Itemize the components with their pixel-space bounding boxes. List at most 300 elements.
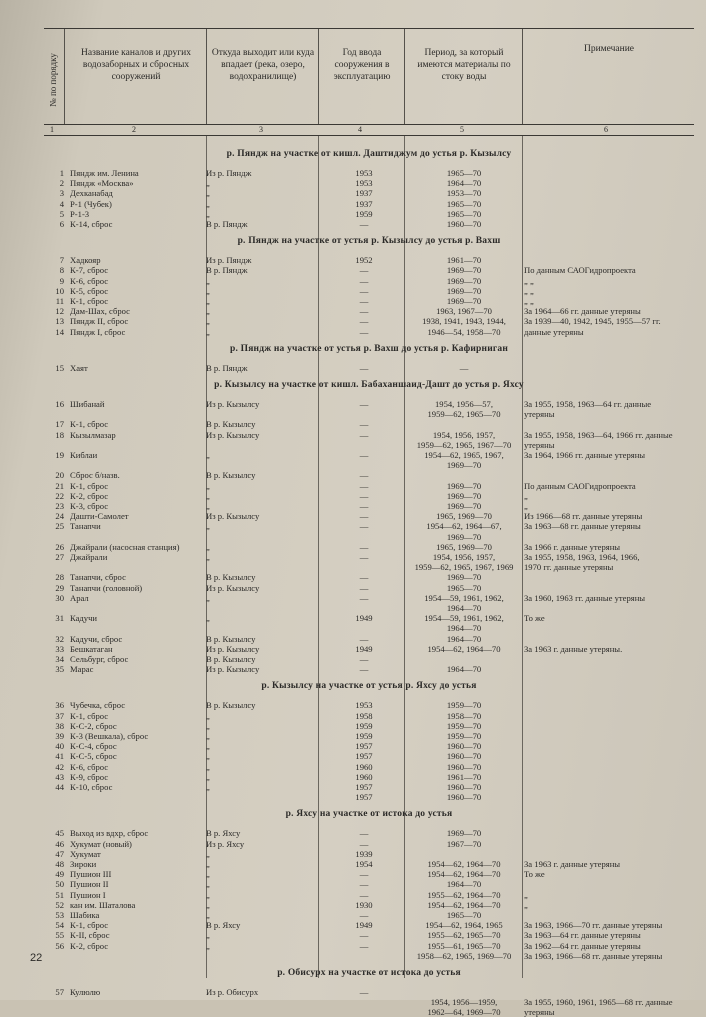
row-number: 38: [55, 720, 64, 731]
table-row: [44, 762, 694, 772]
structure-name: Выход из вдхр, сброс: [70, 828, 149, 839]
structure-name: Зироки: [70, 859, 97, 869]
row-number: 10: [55, 285, 64, 296]
table-row: [44, 286, 694, 296]
structure-name: Хукумат: [70, 848, 101, 859]
section-heading: р. Пяндж на участке от устья р. Вахш до устья р. Кафирниган: [229, 343, 509, 354]
year-commissioned: 1957: [355, 751, 373, 762]
data-period: 1954—62, 1964—67,: [426, 521, 502, 532]
row-number: 45: [55, 828, 64, 839]
section-heading: р. Пяндж на участке от кишл. Даштиджум до устья р. Кызылсу: [226, 149, 512, 159]
structure-name: Хаят: [70, 362, 88, 373]
data-period: 1965, 1969—70: [436, 511, 492, 522]
year-commissioned: —: [359, 501, 369, 511]
header-col-source: [206, 29, 319, 124]
note: Из 1966—68 гг. данные утеряны: [524, 511, 643, 522]
table-row: [44, 721, 694, 731]
table-body: [44, 136, 694, 1017]
table-row: [44, 316, 694, 326]
year-commissioned: —: [359, 219, 369, 229]
note: За 1964—66 гг. данные утеряны: [524, 306, 641, 317]
table-row: [44, 511, 694, 521]
source-river: Из р. Пяндж: [206, 168, 252, 178]
source-river: „: [206, 741, 210, 752]
source-river: „: [206, 450, 210, 460]
data-period: 1959—70: [446, 720, 482, 731]
source-river: „: [206, 316, 210, 327]
source-river: „: [206, 326, 210, 337]
table-row: [44, 188, 694, 198]
source-river: „: [206, 899, 210, 910]
structure-name: К-14, сброс: [70, 219, 113, 229]
data-period: 1960—70: [446, 751, 482, 762]
data-period: 1954—62, 1964—70: [427, 869, 501, 880]
note: утеряны: [524, 439, 555, 450]
year-commissioned: 1953: [355, 178, 373, 189]
source-river: В р. Пяндж: [206, 219, 248, 229]
year-commissioned: —: [359, 419, 369, 430]
row-number: 55: [55, 930, 64, 941]
table-row: [44, 363, 694, 373]
source-river: „: [206, 751, 210, 762]
note: За 1963 г. данные утеряны: [524, 859, 621, 869]
year-commissioned: 1958: [355, 710, 373, 721]
table-row: [44, 941, 694, 951]
section-heading: р. Пяндж на участке от устья р. Кызылсу до устья р. Вахш: [237, 236, 501, 247]
source-river: В р. Кызылсу: [206, 633, 256, 644]
structure-name: Пяндж II, сброс: [70, 316, 129, 327]
data-period: 1954—59, 1961, 1962,: [424, 613, 504, 624]
section-heading: р. Обисурх на участке от истока до устья: [277, 968, 461, 978]
structure-name: Пяндж I, сброс: [70, 326, 126, 337]
structure-name: К-6, сброс: [70, 275, 109, 286]
structure-name: Джайрали: [70, 552, 108, 562]
row-number: 29: [55, 582, 64, 593]
data-period: 1969—70: [446, 265, 482, 276]
source-river: Из р. Кызылсу: [206, 643, 260, 654]
structure-name: Арал: [70, 592, 89, 603]
data-period: 1946—54, 1958—70: [427, 326, 501, 337]
source-river: Из р. Пяндж: [206, 255, 252, 266]
note: За 1955, 1960, 1961, 1965—68 гг. данные: [524, 997, 673, 1008]
year-commissioned: —: [359, 541, 369, 552]
table-header: [44, 28, 694, 125]
row-number: 11: [55, 296, 64, 306]
data-period: 1969—70: [446, 285, 482, 296]
row-number: 9: [59, 275, 64, 286]
year-commissioned: —: [359, 275, 369, 286]
source-river: „: [206, 930, 210, 941]
year-commissioned: —: [359, 910, 369, 920]
structure-name: К-3, сброс: [70, 501, 109, 511]
data-period: 1969—70: [446, 296, 482, 306]
data-period: 1959—62, 1965—70: [427, 409, 501, 420]
source-river: „: [206, 501, 210, 511]
data-period: 1954—62, 1964—70: [427, 643, 501, 654]
data-period: 1960—70: [446, 741, 482, 752]
data-period: 1958—70: [446, 710, 482, 721]
year-commissioned: 1953: [355, 700, 373, 711]
year-commissioned: —: [359, 511, 369, 522]
row-number: 20: [55, 470, 64, 481]
data-period: 1958—62, 1965, 1969—70: [416, 950, 512, 961]
row-number: 54: [55, 920, 64, 931]
table-row: [44, 859, 694, 869]
row-number: 57: [55, 987, 64, 997]
row-number: 49: [55, 869, 64, 880]
note: По данным САОГидропроекта: [524, 265, 636, 276]
header-number-label: № по порядку: [48, 53, 58, 107]
source-river: Из р. Кызылсу: [206, 511, 260, 522]
structure-name: Шибанай: [70, 399, 105, 409]
structure-name: К-1, сброс: [70, 296, 109, 306]
data-period: 1969—70: [446, 460, 482, 471]
structure-name: Р-1-3: [70, 208, 90, 219]
note: „: [524, 889, 528, 900]
structure-name: К-1, сброс: [70, 419, 109, 430]
note: То же: [524, 869, 545, 880]
row-number: 56: [55, 940, 64, 951]
source-river: „: [206, 285, 210, 296]
row-number: 40: [55, 741, 64, 752]
note: данные утеряны: [524, 326, 584, 337]
source-river: „: [206, 541, 210, 552]
row-number: 4: [59, 198, 64, 209]
row-number: 51: [55, 889, 64, 900]
table-row: [44, 997, 694, 1007]
year-commissioned: 1930: [355, 899, 373, 910]
note: За 1955, 1958, 1963, 1964, 1966,: [524, 552, 640, 562]
table-row: [44, 664, 694, 674]
table-row: [44, 900, 694, 910]
data-period: 1954—62, 1964, 1965: [425, 920, 503, 931]
row-number: 27: [55, 552, 64, 562]
source-river: „: [206, 782, 210, 792]
table-row: [44, 296, 694, 306]
table-row: [44, 532, 694, 542]
row-number: 25: [55, 521, 64, 532]
structure-name: К-5, сброс: [70, 285, 109, 296]
source-river: „: [206, 771, 210, 782]
year-commissioned: 1957: [355, 741, 373, 752]
note: утеряны: [524, 409, 555, 420]
data-period: 1969—70: [446, 501, 482, 511]
year-commissioned: 1960: [355, 771, 373, 782]
data-period: 1969—70: [446, 275, 482, 286]
structure-name: К-С-5, сброс: [70, 751, 117, 762]
header-col-year: [318, 29, 405, 124]
data-period: 1954—62, 1964—70: [427, 899, 501, 910]
year-commissioned: —: [359, 470, 369, 481]
column-number: 4: [358, 125, 362, 134]
table-row: [44, 951, 694, 961]
source-river: Из р. Яхсу: [206, 838, 245, 849]
table-row: [44, 327, 694, 337]
data-period: 1965—70: [446, 208, 482, 219]
row-number: 13: [55, 316, 64, 327]
table-row: [44, 199, 694, 209]
year-commissioned: —: [359, 879, 369, 890]
table-row: [44, 583, 694, 593]
table-row: [44, 839, 694, 849]
row-number: 53: [55, 910, 64, 920]
data-period: 1965, 1969—70: [436, 541, 492, 552]
table-row: [44, 772, 694, 782]
section-heading: р. Яхсу на участке от истока до устья: [285, 809, 453, 820]
data-period: 1938, 1941, 1943, 1944,: [422, 316, 506, 327]
note: За 1966 г. данные утеряны: [524, 541, 621, 552]
source-river: Из р. Обисурх: [206, 987, 259, 997]
data-period: 1962—64, 1969—70: [427, 1007, 501, 1017]
table-row: [44, 178, 694, 188]
table-row: [44, 654, 694, 664]
table-row: [44, 910, 694, 920]
structure-name: К-2, сброс: [70, 490, 109, 501]
structure-name: Джайрали (насосная станция): [70, 541, 180, 552]
year-commissioned: —: [359, 552, 369, 562]
table-row: [44, 419, 694, 429]
row-number: 44: [55, 782, 64, 792]
note: За 1955, 1958, 1963—64, 1966 гг. данные: [524, 429, 673, 440]
source-river: Из р. Кызылсу: [206, 429, 260, 440]
section-heading: р. Кызылсу на участке от устья р. Яхсу до устья: [261, 681, 477, 692]
table-row: [44, 731, 694, 741]
source-river: „: [206, 710, 210, 721]
row-number: 34: [55, 654, 64, 664]
table-row: [44, 491, 694, 501]
year-commissioned: 1960: [355, 761, 373, 772]
year-commissioned: 1959: [355, 731, 373, 741]
year-commissioned: —: [359, 326, 369, 337]
structure-name: Хадкояр: [70, 255, 101, 266]
row-number: 23: [55, 501, 64, 511]
structure-name: К-1, сброс: [70, 710, 109, 721]
table-row: [44, 782, 694, 792]
note: 1970 гг. данные утеряны: [524, 562, 614, 573]
source-river: „: [206, 275, 210, 286]
structure-name: К-1, сброс: [70, 480, 109, 491]
structure-name: Хукумат (новый): [70, 838, 132, 849]
table-row: [44, 644, 694, 654]
data-period: 1955—61, 1965—70: [427, 940, 501, 951]
structure-name: Пушион II: [70, 879, 109, 890]
data-period: 1960—70: [446, 782, 482, 792]
source-river: „: [206, 613, 210, 624]
source-river: В р. Пяндж: [206, 265, 248, 276]
note: „ „: [524, 296, 534, 306]
table-row: [44, 440, 694, 450]
source-river: „: [206, 208, 210, 219]
row-number: 8: [59, 265, 64, 276]
year-commissioned: —: [359, 940, 369, 951]
column-number: 1: [50, 125, 54, 134]
row-number: 52: [55, 899, 64, 910]
row-number: 1: [59, 168, 64, 178]
source-river: Из р. Кызылсу: [206, 399, 260, 409]
table-row: [44, 593, 694, 603]
source-river: „: [206, 761, 210, 772]
table-row: [44, 623, 694, 633]
table-row: [44, 572, 694, 582]
note: „ „: [524, 285, 534, 296]
row-number: 47: [55, 848, 64, 859]
data-period: 1959—70: [446, 700, 482, 711]
table-row: [44, 987, 694, 997]
year-commissioned: —: [359, 362, 369, 373]
column-number: 2: [132, 125, 136, 134]
structure-name: Дашти-Самолет: [70, 511, 129, 522]
note: За 1964, 1966 гг. данные утеряны: [524, 450, 646, 460]
data-period: —: [459, 362, 469, 373]
row-number: 37: [55, 710, 64, 721]
table-row: [44, 890, 694, 900]
column-number-row: [44, 125, 694, 136]
structure-name: Кызылмазар: [70, 429, 116, 440]
source-river: „: [206, 296, 210, 306]
year-commissioned: 1953: [355, 168, 373, 178]
year-commissioned: —: [359, 450, 369, 460]
data-period: 1969—70: [446, 490, 482, 501]
source-river: Из р. Кызылсу: [206, 582, 260, 593]
row-number: 12: [55, 306, 64, 317]
note: утеряны: [524, 1007, 555, 1017]
year-commissioned: 1957: [355, 782, 373, 792]
source-river: В р. Кызылсу: [206, 419, 256, 430]
year-commissioned: —: [359, 987, 369, 997]
note: За 1963—68 гг. данные утеряны: [524, 521, 641, 532]
page-number: 22: [30, 952, 43, 964]
year-commissioned: 1959: [355, 720, 373, 731]
table-row: [44, 481, 694, 491]
source-river: В р. Пяндж: [206, 362, 248, 373]
data-period: 1969—70: [446, 828, 482, 839]
structure-name: К-6, сброс: [70, 761, 109, 772]
table-row: [44, 450, 694, 460]
table-row: [44, 741, 694, 751]
structure-name: Пяндж им. Ленина: [70, 168, 139, 178]
year-commissioned: 1957: [355, 792, 373, 803]
data-period: 1964—70: [446, 633, 482, 644]
year-commissioned: 1949: [355, 613, 373, 624]
note: За 1963, 1966—70 гг. данные утеряны: [524, 920, 663, 931]
source-river: „: [206, 889, 210, 900]
source-river: „: [206, 592, 210, 603]
header-note-label: Примечание: [583, 44, 635, 54]
table-row: [44, 460, 694, 470]
data-period: 1969—70: [446, 480, 482, 491]
table-row: [44, 409, 694, 419]
row-number: 24: [55, 511, 64, 522]
data-period: 1959—70: [446, 731, 482, 741]
data-period: 1960—70: [446, 761, 482, 772]
structure-name: Марас: [70, 664, 94, 675]
year-commissioned: 1949: [355, 643, 373, 654]
row-number: 46: [55, 838, 64, 849]
table-row: [44, 879, 694, 889]
note: За 1955, 1958, 1963—64 гг. данные: [524, 399, 652, 409]
structure-name: К-С-2, сброс: [70, 720, 117, 731]
table-row: [44, 209, 694, 219]
row-number: 22: [55, 490, 64, 501]
table-row: [44, 613, 694, 623]
source-river: „: [206, 731, 210, 741]
data-period: 1964—70: [446, 603, 482, 613]
section-heading: р. Кызылсу на участке от кишл. Бабаханшаид-Дашт до устья р. Яхсу: [214, 380, 524, 390]
row-number: 16: [55, 399, 64, 409]
data-period: 1965—70: [446, 198, 482, 209]
year-commissioned: —: [359, 480, 369, 491]
row-number: 33: [55, 643, 64, 654]
structure-name: Чубечка, сброс: [70, 700, 126, 711]
data-period: 1954, 1956—1959,: [430, 997, 498, 1008]
data-period: 1969—70: [446, 572, 482, 583]
note: За 1963 г. данные утеряны.: [524, 643, 623, 654]
structure-name: К-II, сброс: [70, 930, 110, 941]
structure-name: Сельбург, сброс: [70, 654, 129, 664]
row-number: 21: [55, 480, 64, 491]
header-period-label: Период, за который имеются материалы по стоку воды: [417, 48, 511, 82]
structure-name: Танапчи (головной): [70, 582, 143, 593]
structure-name: К-2, сброс: [70, 940, 109, 951]
data-period: 1959—62, 1965, 1967, 1969: [414, 562, 514, 573]
data-period: 1954—59, 1961, 1962,: [424, 592, 504, 603]
note: За 1963, 1966—68 гг. данные утеряны: [524, 950, 663, 961]
source-river: „: [206, 480, 210, 491]
year-commissioned: 1949: [355, 920, 373, 931]
table-row: [44, 751, 694, 761]
row-number: 18: [55, 429, 64, 440]
note: За 1960, 1963 гг. данные утеряны: [524, 592, 646, 603]
table-row: [44, 430, 694, 440]
year-commissioned: —: [359, 633, 369, 644]
structure-name: Кулюлю: [70, 987, 101, 997]
source-river: В р. Яхсу: [206, 920, 241, 931]
row-number: 26: [55, 541, 64, 552]
table-row: [44, 711, 694, 721]
structure-name: Пушион I: [70, 889, 106, 900]
row-number: 35: [55, 664, 64, 675]
source-river: „: [206, 521, 210, 532]
year-commissioned: —: [359, 572, 369, 583]
table-row: [44, 603, 694, 613]
data-period: 1964—70: [446, 178, 482, 189]
data-period: 1964—70: [446, 664, 482, 675]
row-number: 31: [55, 613, 64, 624]
source-river: „: [206, 188, 210, 199]
year-commissioned: —: [359, 664, 369, 675]
data-period: 1961—70: [446, 771, 482, 782]
header-col-period: [404, 29, 523, 124]
column-number: 5: [460, 125, 464, 134]
table-row: [44, 168, 694, 178]
row-number: 19: [55, 450, 64, 460]
structure-name: Танапчи, сброс: [70, 572, 126, 583]
column-number: 6: [604, 125, 608, 134]
year-commissioned: —: [359, 265, 369, 276]
row-number: 28: [55, 572, 64, 583]
year-commissioned: —: [359, 869, 369, 880]
data-period: 1965—70: [446, 168, 482, 178]
table-row: [44, 930, 694, 940]
row-number: 14: [55, 326, 64, 337]
source-river: „: [206, 910, 210, 920]
source-river: „: [206, 552, 210, 562]
year-commissioned: —: [359, 889, 369, 900]
source-river: „: [206, 306, 210, 317]
structure-name: Пяндж «Москва»: [70, 178, 134, 189]
structure-name: Киблаи: [70, 450, 98, 460]
table-row: [44, 1007, 694, 1017]
